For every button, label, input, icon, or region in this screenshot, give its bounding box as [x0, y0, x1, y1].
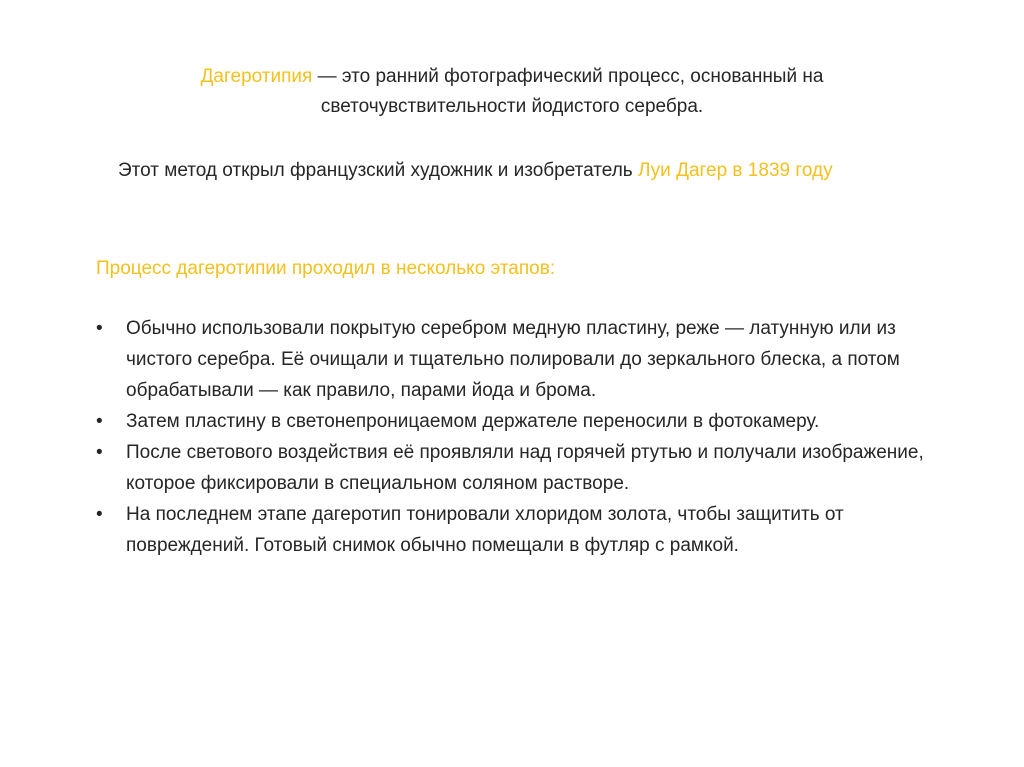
bullet-icon: • [96, 442, 103, 463]
step-text: Затем пластину в светонепроницаемом держателе переносили в фотокамеру. [126, 411, 820, 432]
process-heading: Процесс дагеротипии проходил в несколько этапов: [96, 258, 556, 279]
method-text: Этот метод открыл французский художник и изобретатель [118, 160, 638, 181]
list-item [96, 406, 966, 437]
intro-paragraph [100, 62, 924, 122]
bullet-icon: • [96, 504, 103, 525]
list-item [96, 437, 966, 499]
step-text: Обычно использовали покрытую серебром медную пластину, реже — латунную или из чистого серебра. Её очищали и тщательно полировали до зеркального блеска, а потом обрабатывали — как правило, парами йода и брома. [126, 318, 900, 401]
step-text: После светового воздействия её проявляли над горячей ртутью и получали изображение, которое фиксировали в специальном соляном растворе. [126, 442, 924, 494]
steps-list [96, 313, 966, 561]
list-item [96, 499, 966, 561]
list-item [96, 313, 966, 406]
step-text: На последнем этапе дагеротип тонировали хлоридом золота, чтобы защитить от повреждений. Готовый снимок обычно помещали в футляр с рамкой. [126, 504, 844, 556]
intro-definition-line2: светочувствительности йодистого серебра. [320, 96, 704, 117]
bullet-icon: • [96, 318, 103, 339]
inventor-highlight: Луи Дагер в 1839 году [638, 160, 833, 181]
intro-definition: — это ранний фотографический процесс, основанный на [312, 66, 824, 87]
term-daguerreotype: Дагеротипия [200, 66, 313, 87]
method-paragraph [118, 155, 908, 186]
bullet-icon: • [96, 411, 103, 432]
